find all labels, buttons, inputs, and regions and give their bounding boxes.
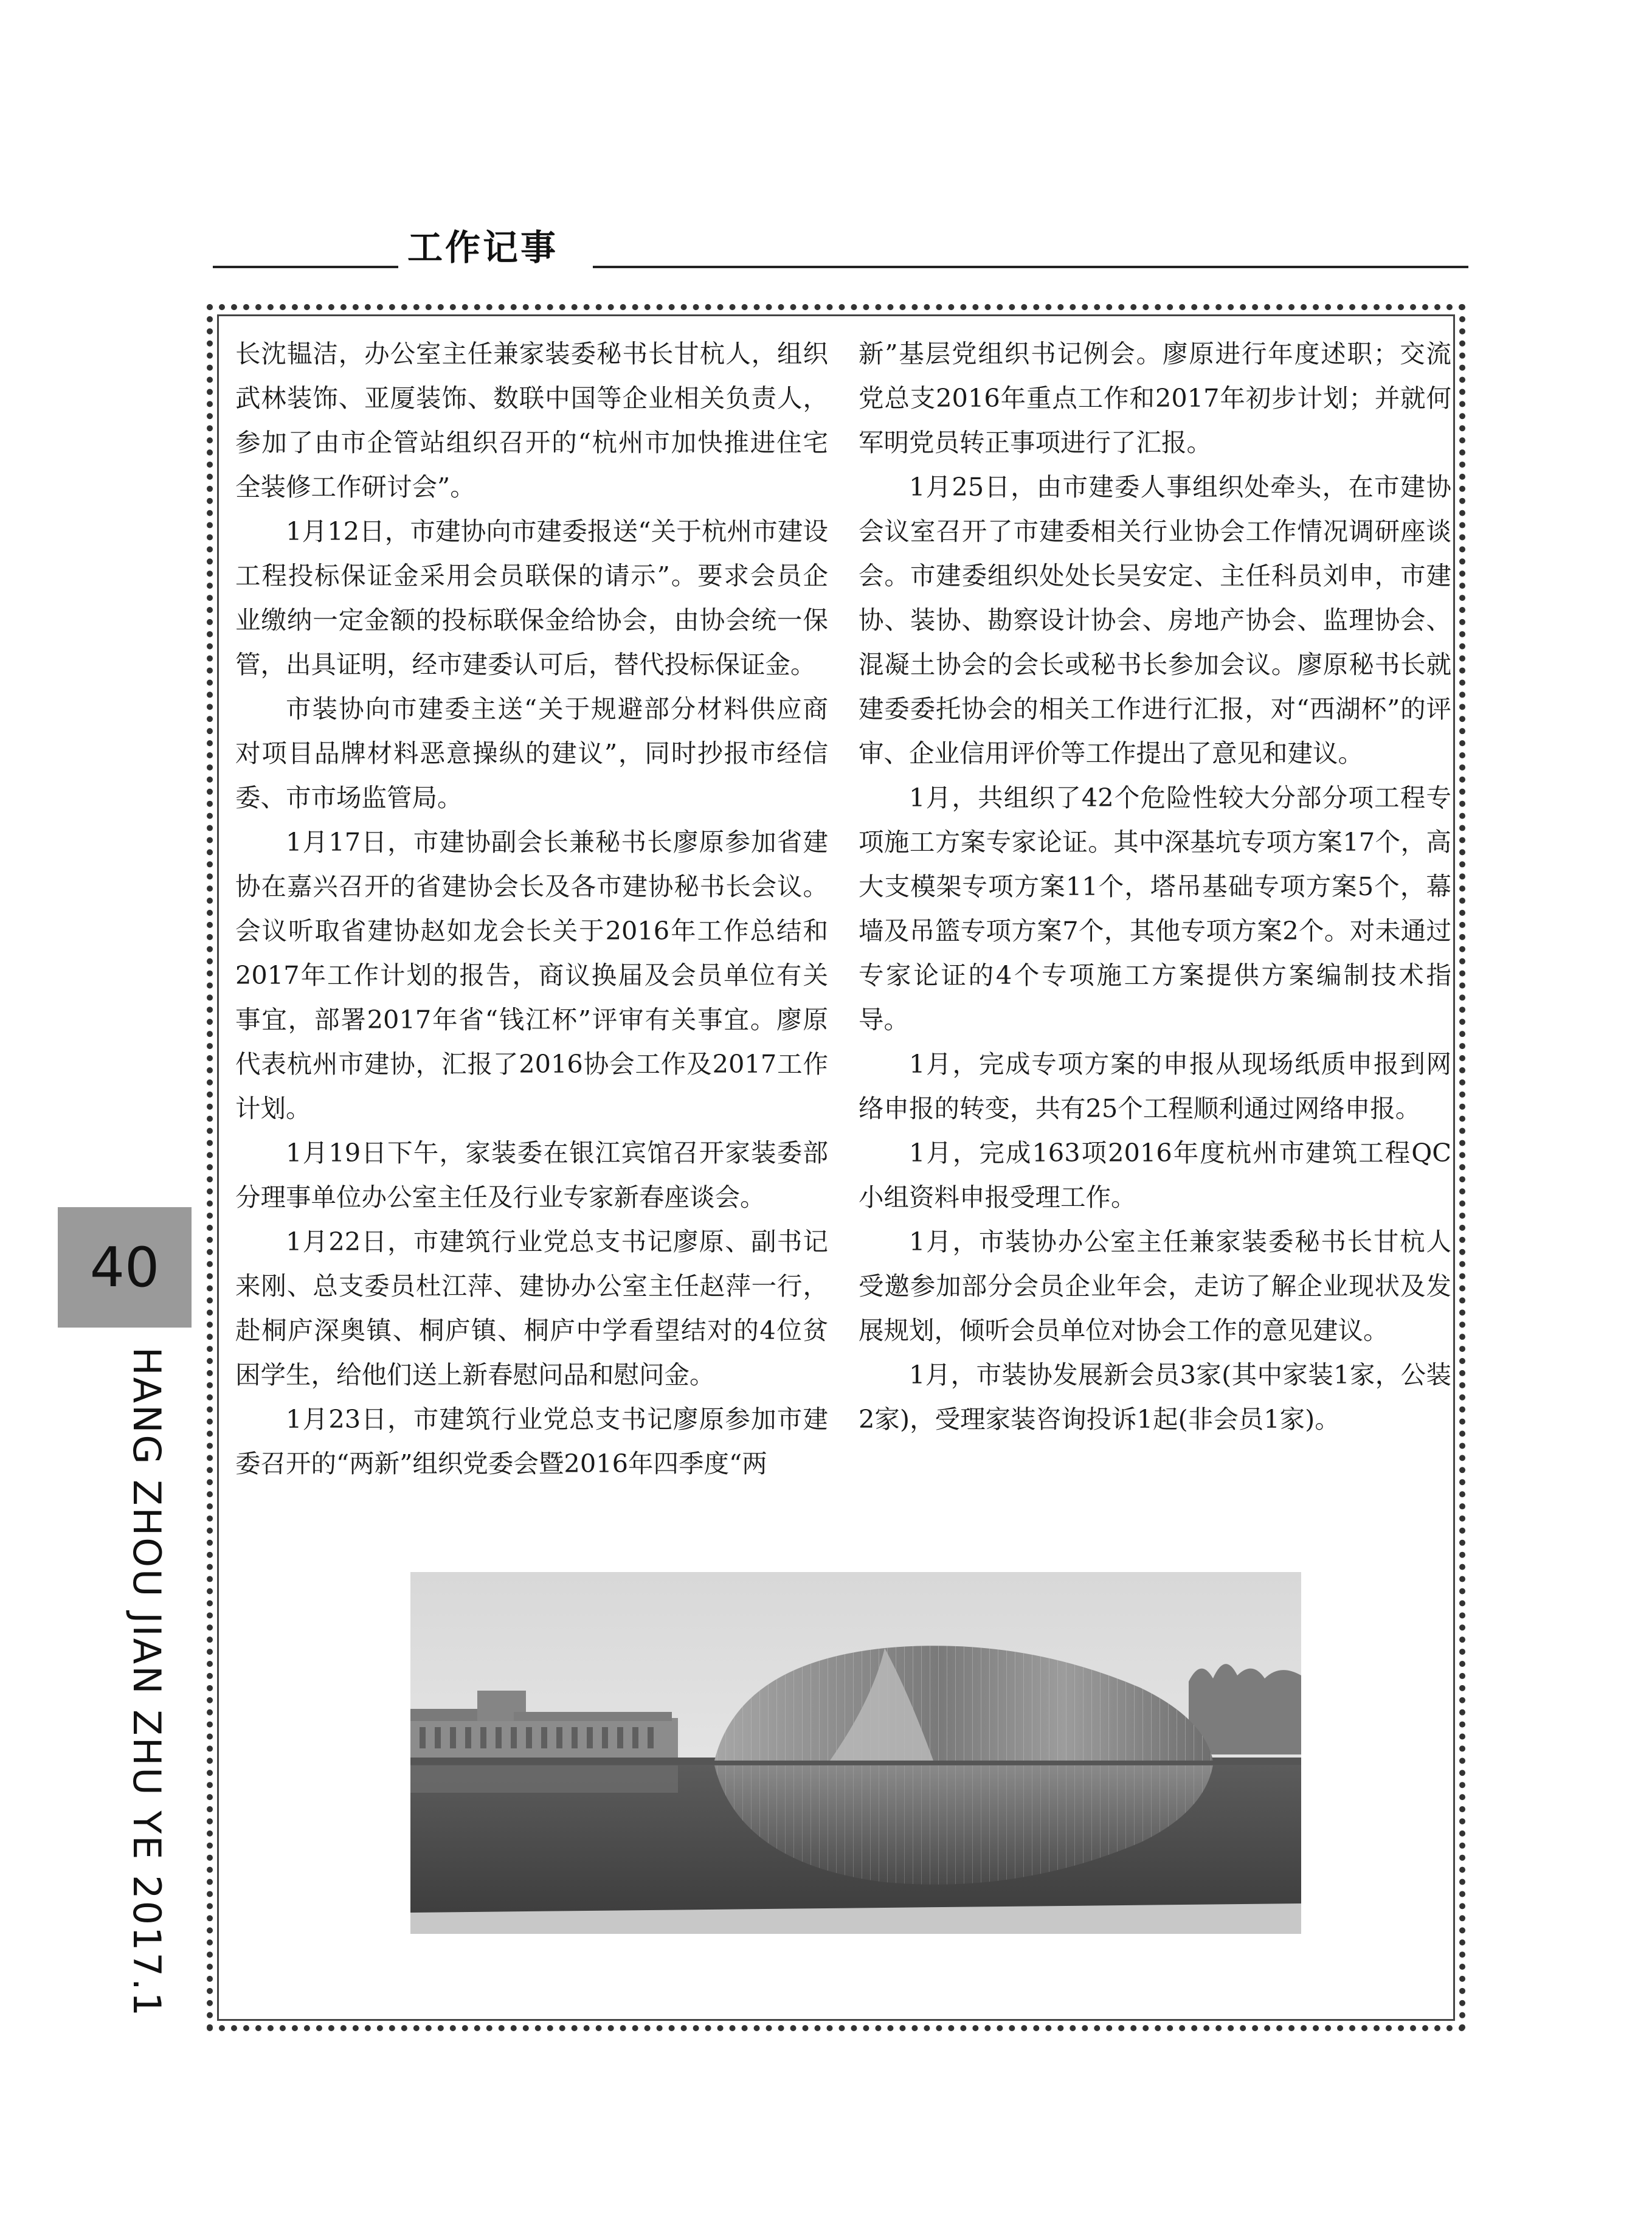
theatre-photo (410, 1572, 1301, 1934)
page-number-tab (58, 1207, 192, 1328)
paragraph: 1月，完成专项方案的申报从现场纸质申报到网络申报的转变，共有25个工程顺利通过网络申报。 (859, 1049, 1451, 1123)
paragraph: 1月25日，由市建委人事组织处牵头，在市建协会议室召开了市建委相关行业协会工作情况调研座谈会。市建委组织处处长吴安定、主任科员刘申，市建协、装协、勘察设计协会、房地产协会、监理协会、混凝土协会的会长或秘书长参加会议。廖原秘书长就建委委托协会的相关工作进行汇报，对“西湖杯”的评审、企业信用评价等工作提出了意见和建议。 (859, 472, 1451, 768)
paragraph: 长沈韫洁，办公室主任兼家装委秘书长甘杭人，组织武林装饰、亚厦装饰、数联中国等企业相关负责人，参加了由市企管站组织召开的“杭州市加快推进住宅全装修工作研讨会”。 (235, 339, 828, 502)
paragraph: 1月，市装协办公室主任兼家装委秘书长甘杭人受邀参加部分会员企业年会，走访了解企业现状及发展规划，倾听会员单位对协会工作的意见建议。 (859, 1227, 1451, 1345)
paragraph: 1月，共组织了42个危险性较大分部分项工程专项施工方案专家论证。其中深基坑专项方案17个，高大支模架专项方案11个，塔吊基础专项方案5个，幕墙及吊篮专项方案7个，其他专项方案2个。对未通过专家论证的4个专项施工方案提供方案编制技术指导。 (859, 783, 1451, 1034)
header-rule-left (213, 266, 398, 268)
paragraph: 1月，市装协发展新会员3家(其中家装1家，公装2家)，受理家装咨询投诉1起(非会员1家)。 (859, 1360, 1451, 1434)
section-title: 工作记事 (407, 227, 559, 268)
header-rule-right (593, 266, 1468, 268)
paragraph: 1月23日，市建筑行业党总支书记廖原参加市建委召开的“两新”组织党委会暨2016年四季度“两 (235, 1404, 828, 1478)
page-number: 40 (89, 1235, 160, 1300)
paragraph: 1月17日，市建协副会长兼秘书长廖原参加省建协在嘉兴召开的省建协会长及各市建协秘书长会议。会议听取省建协赵如龙会长关于2016年工作总结和2017年工作计划的报告，商议换届及会员单位有关事宜，部署2017年省“钱江杯”评审有关事宜。廖原代表杭州市建协，汇报了2016协会工作及2017工作计划。 (235, 827, 828, 1123)
right-column (859, 331, 1451, 1441)
left-column (235, 331, 828, 1486)
paragraph: 1月12日，市建协向市建委报送“关于杭州市建设工程投标保证金采用会员联保的请示”。要求会员企业缴纳一定金额的投标联保金给协会，由协会统一保管，出具证明，经市建委认可后，替代投标保证金。 (235, 516, 828, 679)
paragraph: 市装协向市建委主送“关于规避部分材料供应商对项目品牌材料恶意操纵的建议”，同时抄报市经信委、市市场监管局。 (235, 694, 828, 812)
paragraph: 1月19日下午，家装委在银江宾馆召开家装委部分理事单位办公室主任及行业专家新春座谈会。 (235, 1138, 828, 1212)
journal-vertical-label: HANG ZHOU JIAN ZHU YE 2017.1 (125, 1347, 169, 2018)
paragraph: 1月，完成163项2016年度杭州市建筑工程QC小组资料申报受理工作。 (859, 1138, 1451, 1212)
paragraph: 新”基层党组织书记例会。廖原进行年度述职；交流党总支2016年重点工作和2017年初步计划；并就何军明党员转正事项进行了汇报。 (859, 339, 1451, 457)
paragraph: 1月22日，市建筑行业党总支书记廖原、副书记来刚、总支委员杜江萍、建协办公室主任赵萍一行，赴桐庐深奥镇、桐庐镇、桐庐中学看望结对的4位贫困学生，给他们送上新春慰问品和慰问金。 (235, 1227, 828, 1390)
